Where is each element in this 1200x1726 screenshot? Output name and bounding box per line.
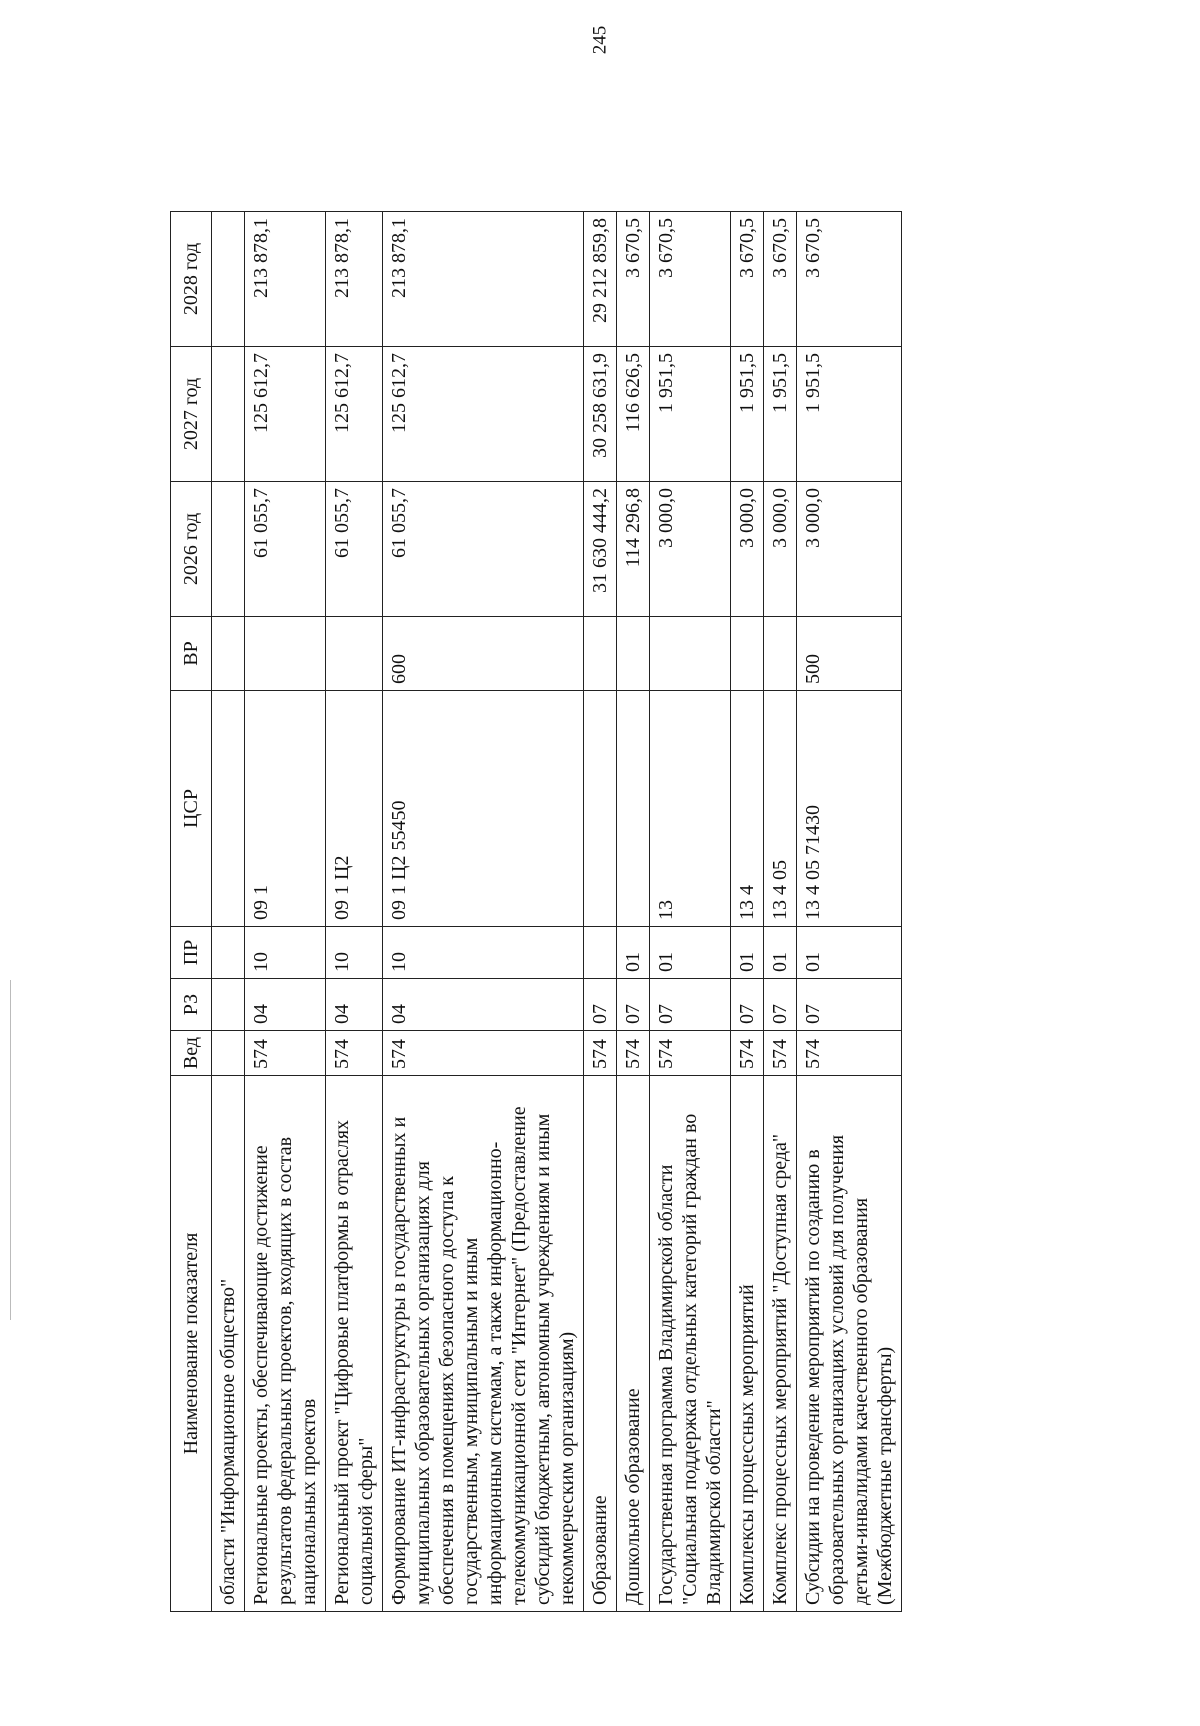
cell-2028: 3 670,5 [764, 212, 797, 347]
cell-rz: 04 [383, 979, 584, 1031]
cell-csr: 13 4 05 [764, 691, 797, 927]
cell-name: области "Информационное общество" [212, 1076, 245, 1612]
table-row [212, 212, 245, 1612]
cell-rz: 07 [650, 979, 731, 1031]
cell-pr: 01 [764, 927, 797, 979]
cell-name: Образование [584, 1076, 617, 1612]
cell-2028: 3 670,5 [797, 212, 902, 347]
cell-rz: 04 [326, 979, 383, 1031]
cell-2026: 3 000,0 [764, 482, 797, 617]
cell-name: Формирование ИТ-инфраструктуры в государственных и муниципальных образовательных организациях для обеспечения в помещениях безопасного доступа к государственным, муниципальным и иным информационным системам, а также информационно-телекоммуникационной сети "Интернет" (Предоставление субсидий бюджетным, автономным учреждениям и иным некоммерческим организациям) [383, 1076, 584, 1612]
cell-2026 [212, 482, 245, 617]
cell-2027: 1 951,5 [731, 347, 764, 482]
cell-2028: 213 878,1 [245, 212, 326, 347]
table-row [731, 212, 764, 1612]
header-vr: ВР [171, 617, 212, 691]
cell-name: Комплексы процессных мероприятий [731, 1076, 764, 1612]
cell-2028: 213 878,1 [383, 212, 584, 347]
cell-2027: 30 258 631,9 [584, 347, 617, 482]
cell-2028: 3 670,5 [731, 212, 764, 347]
cell-2028 [212, 212, 245, 347]
cell-2026: 3 000,0 [650, 482, 731, 617]
cell-csr: 09 1 Ц2 [326, 691, 383, 927]
cell-name: Государственная программа Владимирской области "Социальная поддержка отдельных категорий граждан во Владимирской области" [650, 1076, 731, 1612]
cell-2028: 29 212 859,8 [584, 212, 617, 347]
cell-ved: 574 [326, 1031, 383, 1076]
cell-csr: 13 4 [731, 691, 764, 927]
cell-csr: 13 4 05 71430 [797, 691, 902, 927]
table-row [650, 212, 731, 1612]
cell-2028: 3 670,5 [617, 212, 650, 347]
table-row [383, 212, 584, 1612]
cell-vr: 600 [383, 617, 584, 691]
budget-table [170, 211, 902, 1612]
cell-pr: 01 [650, 927, 731, 979]
cell-ved: 574 [584, 1031, 617, 1076]
header-name: Наименование показателя [171, 1076, 212, 1612]
cell-rz [212, 979, 245, 1031]
cell-2027: 1 951,5 [764, 347, 797, 482]
table-row [764, 212, 797, 1612]
cell-2028: 3 670,5 [650, 212, 731, 347]
cell-vr [617, 617, 650, 691]
cell-ved: 574 [764, 1031, 797, 1076]
table-row [617, 212, 650, 1612]
cell-2027 [212, 347, 245, 482]
table-row [245, 212, 326, 1612]
cell-name: Региональные проекты, обеспечивающие достижение результатов федеральных проектов, входящих в состав национальных проектов [245, 1076, 326, 1612]
cell-csr [617, 691, 650, 927]
cell-rz: 07 [584, 979, 617, 1031]
cell-pr: 10 [383, 927, 584, 979]
cell-2027: 125 612,7 [326, 347, 383, 482]
table-row [584, 212, 617, 1612]
cell-2026: 31 630 444,2 [584, 482, 617, 617]
cell-name: Субсидии на проведение мероприятий по созданию в образовательных организациях условий для получения детьми-инвалидами качественного образования (Межбюджетные трансферты) [797, 1076, 902, 1612]
cell-2026: 61 055,7 [245, 482, 326, 617]
cell-csr: 09 1 [245, 691, 326, 927]
scan-edge-line [10, 980, 11, 1320]
cell-pr: 01 [797, 927, 902, 979]
table-row [797, 212, 902, 1612]
header-2026: 2026 год [171, 482, 212, 617]
cell-2026: 61 055,7 [383, 482, 584, 617]
cell-vr [731, 617, 764, 691]
cell-rz: 07 [797, 979, 902, 1031]
page-number-text: 245 [589, 25, 610, 55]
header-2027: 2027 год [171, 347, 212, 482]
cell-rz: 07 [731, 979, 764, 1031]
cell-vr [584, 617, 617, 691]
cell-ved: 574 [797, 1031, 902, 1076]
cell-vr [764, 617, 797, 691]
cell-2027: 125 612,7 [383, 347, 584, 482]
table-header-row [171, 212, 212, 1612]
cell-rz: 04 [245, 979, 326, 1031]
cell-name: Комплекс процессных мероприятий "Доступная среда" [764, 1076, 797, 1612]
cell-pr: 01 [617, 927, 650, 979]
cell-csr [212, 691, 245, 927]
cell-2027: 125 612,7 [245, 347, 326, 482]
cell-name: Региональный проект "Цифровые платформы в отраслях социальной сферы" [326, 1076, 383, 1612]
cell-2026: 114 296,8 [617, 482, 650, 617]
cell-vr [326, 617, 383, 691]
cell-2026: 3 000,0 [797, 482, 902, 617]
header-2028: 2028 год [171, 212, 212, 347]
cell-pr: 01 [731, 927, 764, 979]
cell-ved: 574 [383, 1031, 584, 1076]
cell-pr [584, 927, 617, 979]
header-csr: ЦСР [171, 691, 212, 927]
cell-rz: 07 [764, 979, 797, 1031]
cell-name: Дошкольное образование [617, 1076, 650, 1612]
cell-vr [212, 617, 245, 691]
cell-ved: 574 [617, 1031, 650, 1076]
cell-csr [584, 691, 617, 927]
cell-vr [650, 617, 731, 691]
header-ved: Вед [171, 1031, 212, 1076]
cell-2027: 1 951,5 [650, 347, 731, 482]
cell-2027: 1 951,5 [797, 347, 902, 482]
cell-rz: 07 [617, 979, 650, 1031]
cell-2027: 116 626,5 [617, 347, 650, 482]
cell-ved: 574 [245, 1031, 326, 1076]
cell-2026: 3 000,0 [731, 482, 764, 617]
cell-csr: 09 1 Ц2 55450 [383, 691, 584, 927]
cell-pr: 10 [245, 927, 326, 979]
page-number [585, 20, 615, 60]
cell-pr [212, 927, 245, 979]
cell-vr [245, 617, 326, 691]
header-rz: РЗ [171, 979, 212, 1031]
cell-csr: 13 [650, 691, 731, 927]
cell-vr: 500 [797, 617, 902, 691]
table-row [326, 212, 383, 1612]
cell-ved: 574 [650, 1031, 731, 1076]
cell-pr: 10 [326, 927, 383, 979]
header-pr: ПР [171, 927, 212, 979]
cell-ved: 574 [731, 1031, 764, 1076]
cell-2028: 213 878,1 [326, 212, 383, 347]
cell-ved [212, 1031, 245, 1076]
rotated-table-wrapper [170, 212, 1160, 1612]
cell-2026: 61 055,7 [326, 482, 383, 617]
